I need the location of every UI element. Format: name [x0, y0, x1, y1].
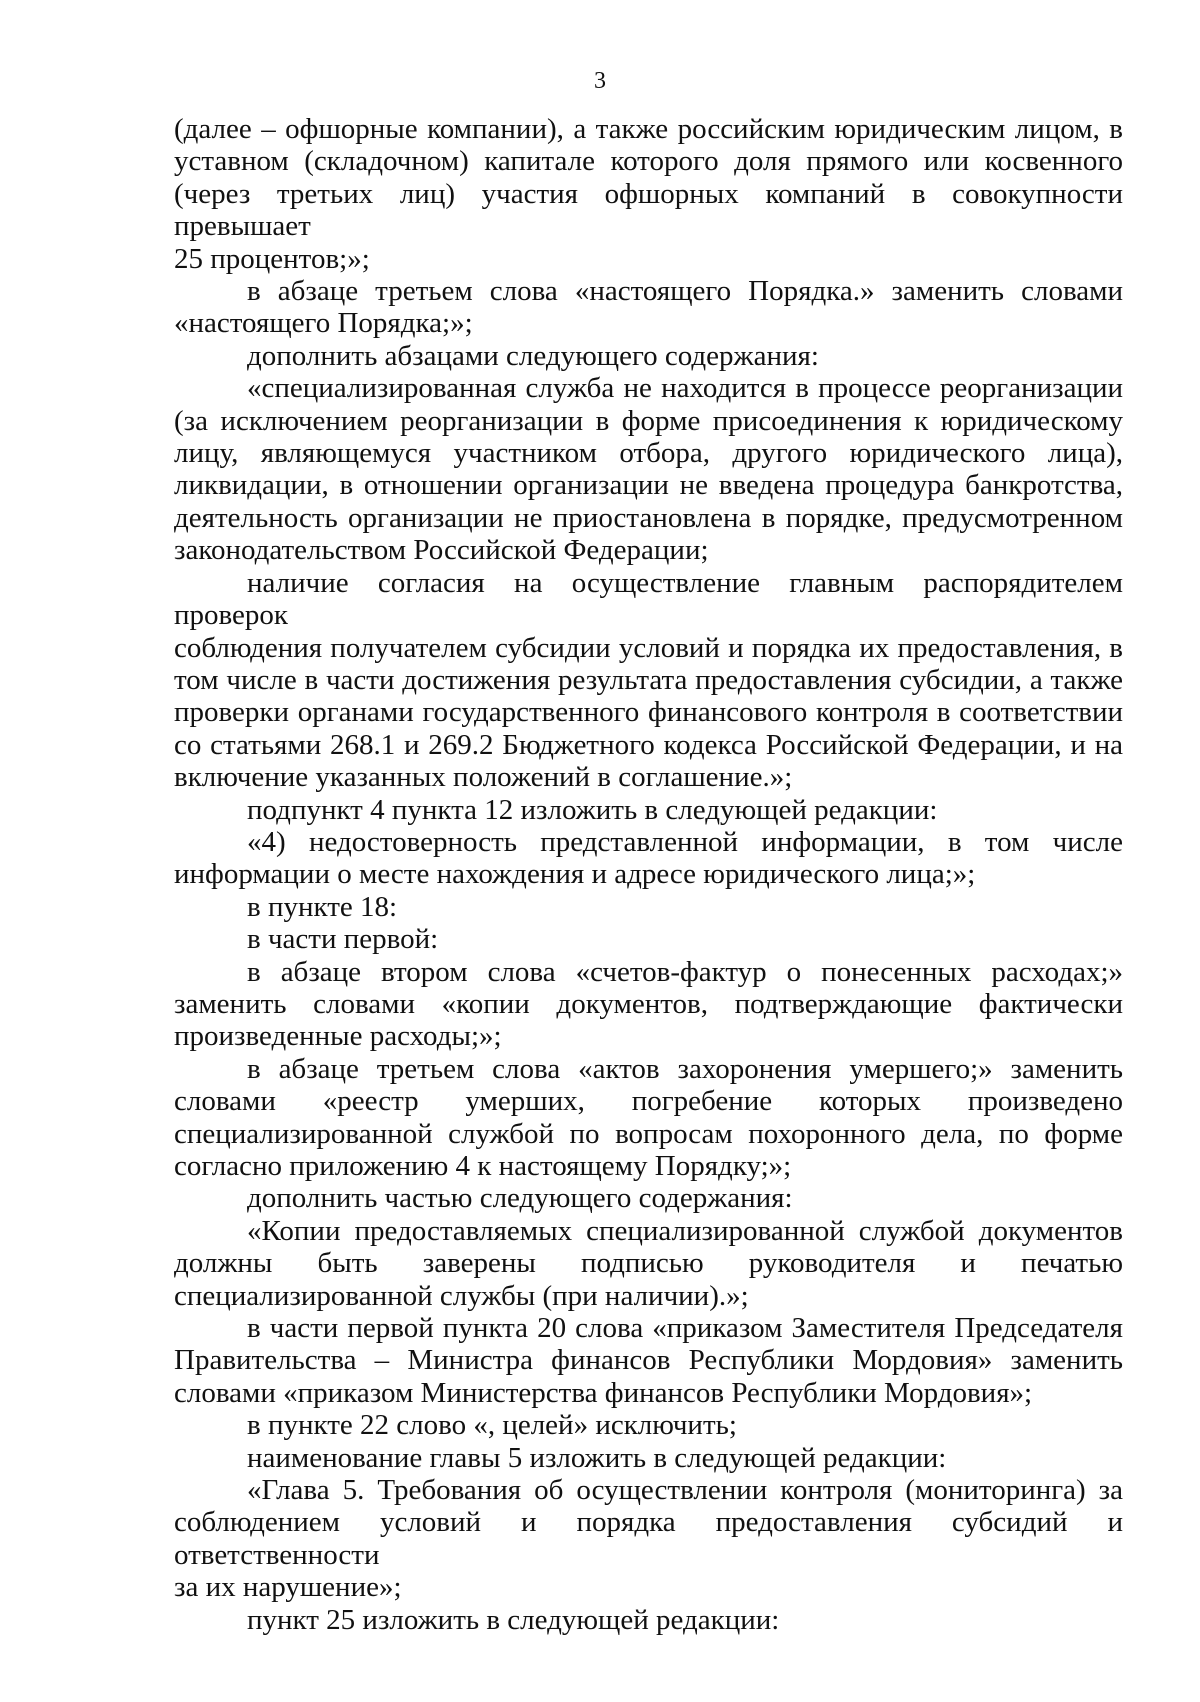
text-line: специализированной службой по вопросам похоронного дела, по форме [174, 1117, 1123, 1150]
text-line: заменить словами «копии документов, подтверждающие фактически [174, 987, 1123, 1020]
text-line: том числе в части достижения результата предоставления субсидии, а также [174, 663, 1123, 696]
paragraph [174, 891, 1123, 923]
paragraph [174, 1312, 1123, 1409]
document-body [174, 113, 1123, 1636]
paragraph [174, 1604, 1123, 1636]
paragraph [174, 1474, 1123, 1604]
text-line: словами «реестр умерших, погребение которых произведено [174, 1085, 1123, 1118]
paragraph [174, 826, 1123, 891]
text-line: в пункте 18: [247, 890, 398, 923]
text-line: дополнить абзацами следующего содержания: [247, 339, 819, 372]
text-line: за их нарушение»; [174, 1571, 402, 1604]
text-line: соблюдением условий и порядка предоставления субсидий и ответственности [174, 1506, 1123, 1571]
paragraph [174, 923, 1123, 955]
text-line: уставном (складочном) капитале которого доля прямого или косвенного [174, 145, 1123, 178]
paragraph [174, 340, 1123, 372]
text-line: наличие согласия на осуществление главным распорядителем проверок [174, 566, 1123, 632]
text-line: в части первой пункта 20 слова «приказом Заместителя Председателя [247, 1312, 1123, 1345]
text-line: в абзаце третьем слова «актов захоронения умершего;» заменить [247, 1052, 1123, 1085]
text-line: согласно приложению 4 к настоящему Порядку;»; [174, 1150, 792, 1182]
text-line: «настоящего Порядка;»; [174, 307, 473, 340]
text-line: специализированной службы (при наличии).»; [174, 1279, 749, 1312]
text-line: Правительства – Министра финансов Республики Мордовия» заменить [174, 1344, 1123, 1377]
text-line: (далее – офшорные компании), а также российским юридическим лицом, в [174, 113, 1123, 145]
text-line: дополнить частью следующего содержания: [247, 1182, 793, 1215]
text-line: (через третьих лиц) участия офшорных компаний в совокупности превышает [174, 177, 1123, 243]
paragraph [174, 1409, 1123, 1441]
text-line: лицу, являющемуся участником отбора, другого юридического лица), [174, 437, 1123, 470]
text-line: (за исключением реорганизации в форме присоединения к юридическому [174, 404, 1123, 437]
text-line: проверки органами государственного финансового контроля в соответствии [174, 696, 1123, 729]
text-line: «4) недостоверность представленной информации, в том числе [247, 825, 1123, 858]
paragraph [174, 794, 1123, 826]
paragraph [174, 1442, 1123, 1474]
text-line: словами «приказом Министерства финансов Республики Мордовия»; [174, 1376, 1033, 1409]
paragraph [174, 275, 1123, 340]
paragraph [174, 113, 1123, 275]
text-line: «Копии предоставляемых специализированной службой документов [247, 1214, 1123, 1247]
text-line: ликвидации, в отношении организации не введена процедура банкротства, [174, 469, 1123, 502]
text-line: должны быть заверены подписью руководителя и печатью [174, 1247, 1123, 1280]
text-line: «Глава 5. Требования об осуществлении контроля (мониторинга) за [247, 1474, 1123, 1507]
text-line: в абзаце третьем слова «настоящего Порядка.» заменить словами [247, 275, 1123, 308]
text-line: «специализированная служба не находится в процессе реорганизации [247, 372, 1123, 405]
text-line: информации о месте нахождения и адресе юридического лица;»; [174, 858, 976, 891]
paragraph [174, 956, 1123, 1053]
paragraph [174, 1215, 1123, 1312]
text-line: в абзаце втором слова «счетов-фактур о понесенных расходах;» [247, 955, 1123, 988]
text-line: деятельность организации не приостановлена в порядке, предусмотренном [174, 501, 1123, 534]
text-line: в части первой: [247, 923, 439, 956]
text-line: включение указанных положений в соглашение.»; [174, 761, 793, 794]
text-line: подпункт 4 пункта 12 изложить в следующей редакции: [247, 793, 938, 826]
text-line: наименование главы 5 изложить в следующей редакции: [247, 1441, 947, 1474]
text-line: 25 процентов;»; [174, 242, 370, 275]
paragraph [174, 372, 1123, 566]
text-line: со статьями 268.1 и 269.2 Бюджетного кодекса Российской Федерации, и на [174, 728, 1123, 761]
text-line: соблюдения получателем субсидии условий и порядка их предоставления, в [174, 631, 1123, 664]
text-line: пункт 25 изложить в следующей редакции: [247, 1603, 780, 1636]
paragraph [174, 1182, 1123, 1214]
text-line: законодательством Российской Федерации; [174, 534, 709, 567]
paragraph [174, 567, 1123, 794]
page-number: 3 [594, 68, 606, 94]
paragraph [174, 1053, 1123, 1183]
text-line: в пункте 22 слово «, целей» исключить; [247, 1409, 737, 1442]
text-line: произведенные расходы;»; [174, 1020, 502, 1053]
